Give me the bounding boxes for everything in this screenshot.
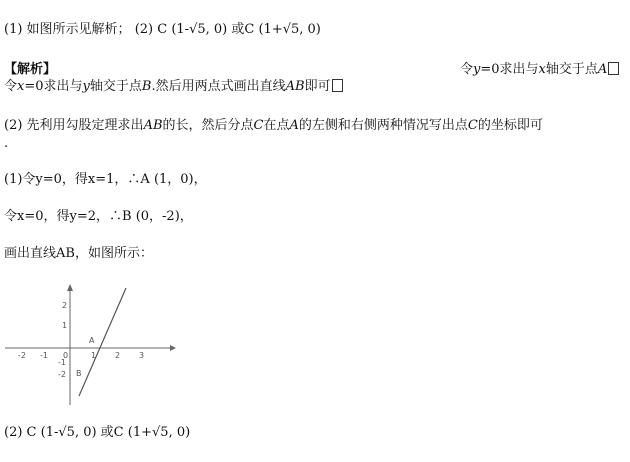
text: (2) C (1- [4,425,59,440]
x-tick-label: -1 [40,351,48,360]
y-tick-label: 1 [62,321,68,330]
text: =0求出与 [24,79,83,94]
sqrt5-a: √5 [58,425,75,440]
missing-glyph-box [608,62,619,75]
point-b: B [141,79,152,94]
segment-ab: AB [143,118,163,133]
solution-step-3: 画出直线AB，如图所示： [4,246,153,261]
y-tick-label: 2 [62,301,68,310]
analysis-heading: 【解析】 [4,62,57,77]
sqrt5-b: √5 [152,425,169,440]
answer-part2-prefix: (2) C (1- [134,22,190,37]
point-a: A [289,118,299,133]
answer-part1: (1) 如图所示见解析； [4,22,131,37]
x-tick-labels [18,351,144,360]
coordinate-graph [0,283,180,408]
point-a: A [597,62,608,77]
text: =0求出与 [480,62,539,77]
text: 在点 [263,118,290,133]
text: 的左侧和右侧两种情况写出点 [298,118,468,133]
sqrt5-a: √5 [189,22,206,37]
x-tick-label: -2 [18,351,26,360]
x-tick-label: 1 [91,351,97,360]
trailing-dot: . [4,136,9,151]
x-tick-label: 2 [115,351,121,360]
analysis-paragraph-2 [4,118,543,134]
y-tick-label: -1 [58,358,66,367]
text: 的坐标即可 [477,118,543,133]
solution-step-2: 令x=0，得y=2，∴B (0，-2)， [4,209,193,224]
x-tick-label: 3 [139,351,145,360]
text: (2) 先利用勾股定理求出 [4,118,144,133]
answer-part2-end: , 0) [299,22,321,37]
sqrt5-b: √5 [282,22,300,37]
text: 令 [4,79,18,94]
final-answer [4,425,190,441]
var-y: y [82,79,90,94]
point-c: C [467,118,478,133]
y-tick-labels [58,301,67,379]
analysis-right-text [460,62,619,78]
point-a-label: A [89,336,95,345]
var-x: x [538,62,546,77]
line-ab [79,288,126,396]
solution-step-1: (1)令y=0，得x=1，∴A (1，0)， [4,172,207,187]
text: 轴交于点 [545,62,598,77]
text: 即可 [304,79,331,94]
point-c: C [253,118,264,133]
text: 轴交于点 [89,79,142,94]
text: .然后用两点式画出直线 [151,79,286,94]
line-ab: AB [285,79,305,94]
text: , 0) 或C (1+ [74,425,152,440]
point-b-label: B [76,369,82,378]
text: 的长，然后分点 [162,118,254,133]
y-axis [67,284,73,405]
answer-part2-mid: , 0) 或C (1+ [205,22,283,37]
text: , 0) [168,425,191,440]
missing-glyph-box [332,79,343,92]
y-tick-label: -2 [58,370,66,379]
answer-line [4,22,321,38]
var-x: x [17,79,25,94]
analysis-line-2 [4,79,343,95]
text: 令 [460,62,474,77]
var-y: y [473,62,481,77]
x-tick-label: 0 [63,351,69,360]
